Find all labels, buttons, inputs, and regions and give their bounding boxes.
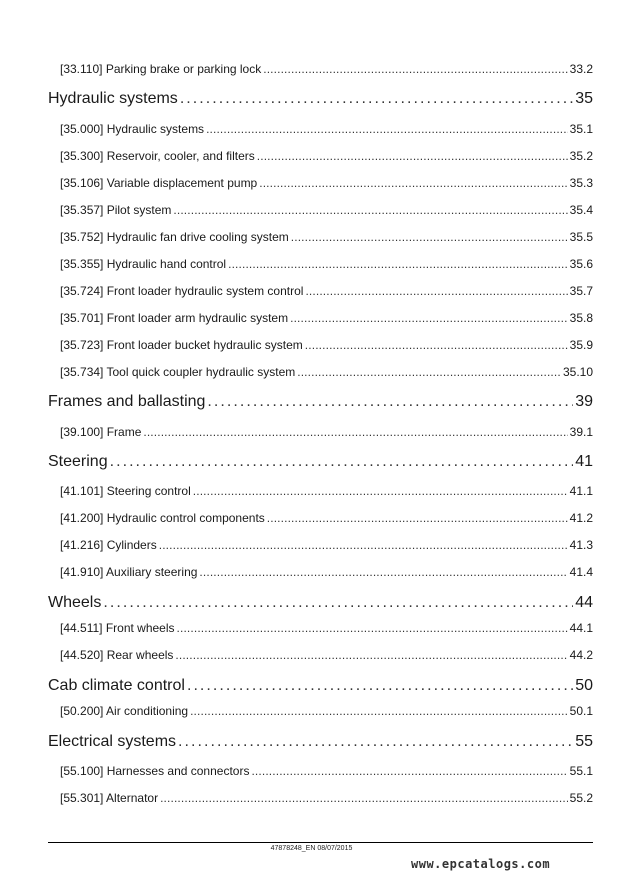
toc-page-number: 35.5 <box>569 230 593 244</box>
toc-entry[interactable] <box>60 365 593 381</box>
toc-entry[interactable] <box>60 565 593 581</box>
toc-entry[interactable] <box>60 704 593 720</box>
toc-entry-title: [50.200] Air conditioning <box>60 704 189 718</box>
toc-entry[interactable] <box>60 230 593 246</box>
dot-leader <box>193 484 568 498</box>
toc-entry-title: Cab climate control <box>48 677 185 694</box>
toc-page-number: 35.7 <box>569 284 593 298</box>
toc-entry-title: [35.752] Hydraulic fan drive cooling system <box>60 230 289 244</box>
dot-leader <box>290 311 568 325</box>
toc-entry-title: [41.216] Cylinders <box>60 538 157 552</box>
toc-section-heading[interactable] <box>48 677 593 697</box>
dot-leader <box>180 90 573 108</box>
toc-entry[interactable] <box>60 538 593 554</box>
dot-leader <box>103 594 573 612</box>
toc-page-number: 41.2 <box>569 511 593 525</box>
toc-entry-title: [39.100] Frame <box>60 425 142 439</box>
toc-entry-title: [35.724] Front loader hydraulic system control <box>60 284 304 298</box>
dot-leader <box>297 365 561 379</box>
dot-leader <box>159 538 568 552</box>
toc-entry-title: Electrical systems <box>48 733 177 750</box>
dot-leader <box>257 149 568 163</box>
toc-entry[interactable] <box>60 338 593 354</box>
dot-leader <box>199 565 567 579</box>
footer-document-id: 47878248_EN 08/07/2015 <box>270 845 353 852</box>
toc-entry-title: [35.000] Hydraulic systems <box>60 122 205 136</box>
watermark-text: www.epcatalogs.com <box>411 857 551 871</box>
toc-page-number: 50.1 <box>569 704 593 718</box>
toc-page-number: 35.9 <box>569 338 593 352</box>
toc-page-number: 41 <box>575 453 593 470</box>
toc-entry[interactable] <box>60 648 593 664</box>
toc-page-number: 39 <box>575 393 593 410</box>
toc-page-number: 55.2 <box>569 791 593 805</box>
toc-entry[interactable] <box>60 425 593 441</box>
toc-section-heading[interactable] <box>48 733 593 753</box>
toc-entry-title: [41.910] Auxiliary steering <box>60 565 198 579</box>
toc-page-number: 35.4 <box>569 203 593 217</box>
toc-entry-title: Frames and ballasting <box>48 393 206 410</box>
dot-leader <box>190 704 568 718</box>
dot-leader <box>291 230 568 244</box>
toc-entry[interactable] <box>60 311 593 327</box>
dot-leader <box>110 453 574 471</box>
toc-entry[interactable] <box>60 621 593 637</box>
toc-entry-title: [41.200] Hydraulic control components <box>60 511 265 525</box>
toc-entry-title: Hydraulic systems <box>48 90 178 107</box>
toc-entry-title: [41.101] Steering control <box>60 484 191 498</box>
toc-page-number: 33.2 <box>569 62 593 76</box>
dot-leader <box>178 733 573 751</box>
toc-entry[interactable] <box>60 791 593 807</box>
toc-entry-title: [55.301] Alternator <box>60 791 159 805</box>
toc-page-number: 35.3 <box>569 176 593 190</box>
footer-divider <box>48 842 593 843</box>
dot-leader <box>228 257 568 271</box>
toc-section-heading[interactable] <box>48 393 593 413</box>
toc-entry[interactable] <box>60 284 593 300</box>
toc-entry-title: [44.511] Front wheels <box>60 621 175 635</box>
toc-entry[interactable] <box>60 176 593 192</box>
dot-leader <box>177 621 568 635</box>
toc-entry[interactable] <box>60 484 593 500</box>
toc-section-heading[interactable] <box>48 90 593 110</box>
toc-entry-title: Wheels <box>48 594 102 611</box>
toc-page-number: 44.1 <box>569 621 593 635</box>
dot-leader <box>143 425 567 439</box>
toc-entry-title: [35.300] Reservoir, cooler, and filters <box>60 149 255 163</box>
toc-entry[interactable] <box>60 511 593 527</box>
toc-page-number: 55 <box>575 733 593 750</box>
toc-entry[interactable] <box>60 62 593 78</box>
toc-entry[interactable] <box>60 149 593 165</box>
toc-page-number: 35.8 <box>569 311 593 325</box>
toc-entry-title: [35.734] Tool quick coupler hydraulic system <box>60 365 296 379</box>
toc-page-number: 44 <box>575 594 593 611</box>
dot-leader <box>187 677 573 695</box>
toc-page-number: 35.1 <box>569 122 593 136</box>
toc-section-heading[interactable] <box>48 594 593 614</box>
toc-page-number: 35 <box>575 90 593 107</box>
toc-section-heading[interactable] <box>48 453 593 473</box>
toc-page-number: 35.2 <box>569 149 593 163</box>
toc-page-number: 55.1 <box>569 764 593 778</box>
toc-page-number: 41.4 <box>569 565 593 579</box>
toc-entry[interactable] <box>60 257 593 273</box>
toc-page-number: 44.2 <box>569 648 593 662</box>
toc-entry-title: [35.355] Hydraulic hand control <box>60 257 227 271</box>
dot-leader <box>207 393 573 411</box>
toc-page-number: 41.1 <box>569 484 593 498</box>
dot-leader <box>259 176 567 190</box>
dot-leader <box>160 791 568 805</box>
toc-entry[interactable] <box>60 203 593 219</box>
toc-page-number: 35.6 <box>569 257 593 271</box>
dot-leader <box>305 338 568 352</box>
toc-entry-title: [35.357] Pilot system <box>60 203 172 217</box>
toc-entry-title: [33.110] Parking brake or parking lock <box>60 62 262 76</box>
toc-page-number: 39.1 <box>569 425 593 439</box>
toc-entry-title: [35.723] Front loader bucket hydraulic system <box>60 338 303 352</box>
toc-entry-title: [35.701] Front loader arm hydraulic system <box>60 311 289 325</box>
toc-entry[interactable] <box>60 764 593 780</box>
dot-leader <box>173 203 567 217</box>
toc-page-number: 41.3 <box>569 538 593 552</box>
dot-leader <box>267 511 568 525</box>
dot-leader <box>263 62 567 76</box>
toc-page-number: 50 <box>575 677 593 694</box>
toc-entry-title: [44.520] Rear wheels <box>60 648 174 662</box>
dot-leader <box>206 122 568 136</box>
toc-page-number: 35.10 <box>562 365 593 379</box>
toc-entry-title: Steering <box>48 453 108 470</box>
dot-leader <box>175 648 567 662</box>
toc-entry-title: [55.100] Harnesses and connectors <box>60 764 250 778</box>
dot-leader <box>251 764 567 778</box>
toc-entry-title: [35.106] Variable displacement pump <box>60 176 258 190</box>
toc-entry[interactable] <box>60 122 593 138</box>
dot-leader <box>305 284 567 298</box>
